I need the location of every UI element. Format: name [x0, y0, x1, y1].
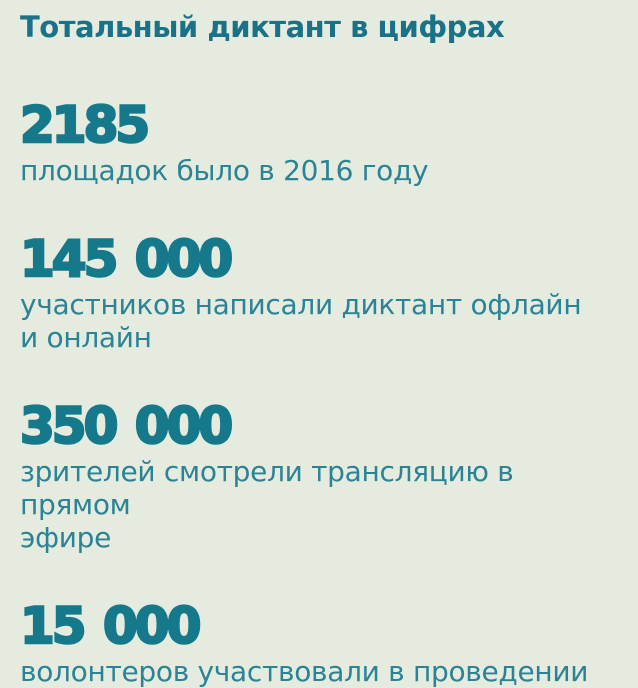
stat-viewers	[20, 399, 620, 554]
stat-value-participants: 145 000	[20, 230, 231, 288]
stat-venues	[20, 98, 620, 187]
stat-label-viewers-line-1: зрителей смотрели трансляцию в прямом	[20, 455, 514, 521]
stat-value-viewers: 350 000	[20, 397, 231, 455]
stat-label-volunteers-line-1: волонтеров участвовали в проведении	[20, 655, 589, 688]
page-title: Тотальный диктант в цифрах	[20, 10, 505, 44]
stat-label-participants-line-2: и онлайн	[20, 321, 152, 354]
stat-label-viewers-line-2: эфире	[20, 521, 112, 554]
stat-label-venues-line-1: площадок было в 2016 году	[20, 154, 429, 187]
stat-value-venues: 2185	[20, 96, 148, 154]
stat-participants	[20, 232, 620, 354]
stat-value-volunteers: 15 000	[20, 597, 199, 655]
stat-label-participants-line-1: участников написали диктант офлайн	[20, 288, 582, 321]
